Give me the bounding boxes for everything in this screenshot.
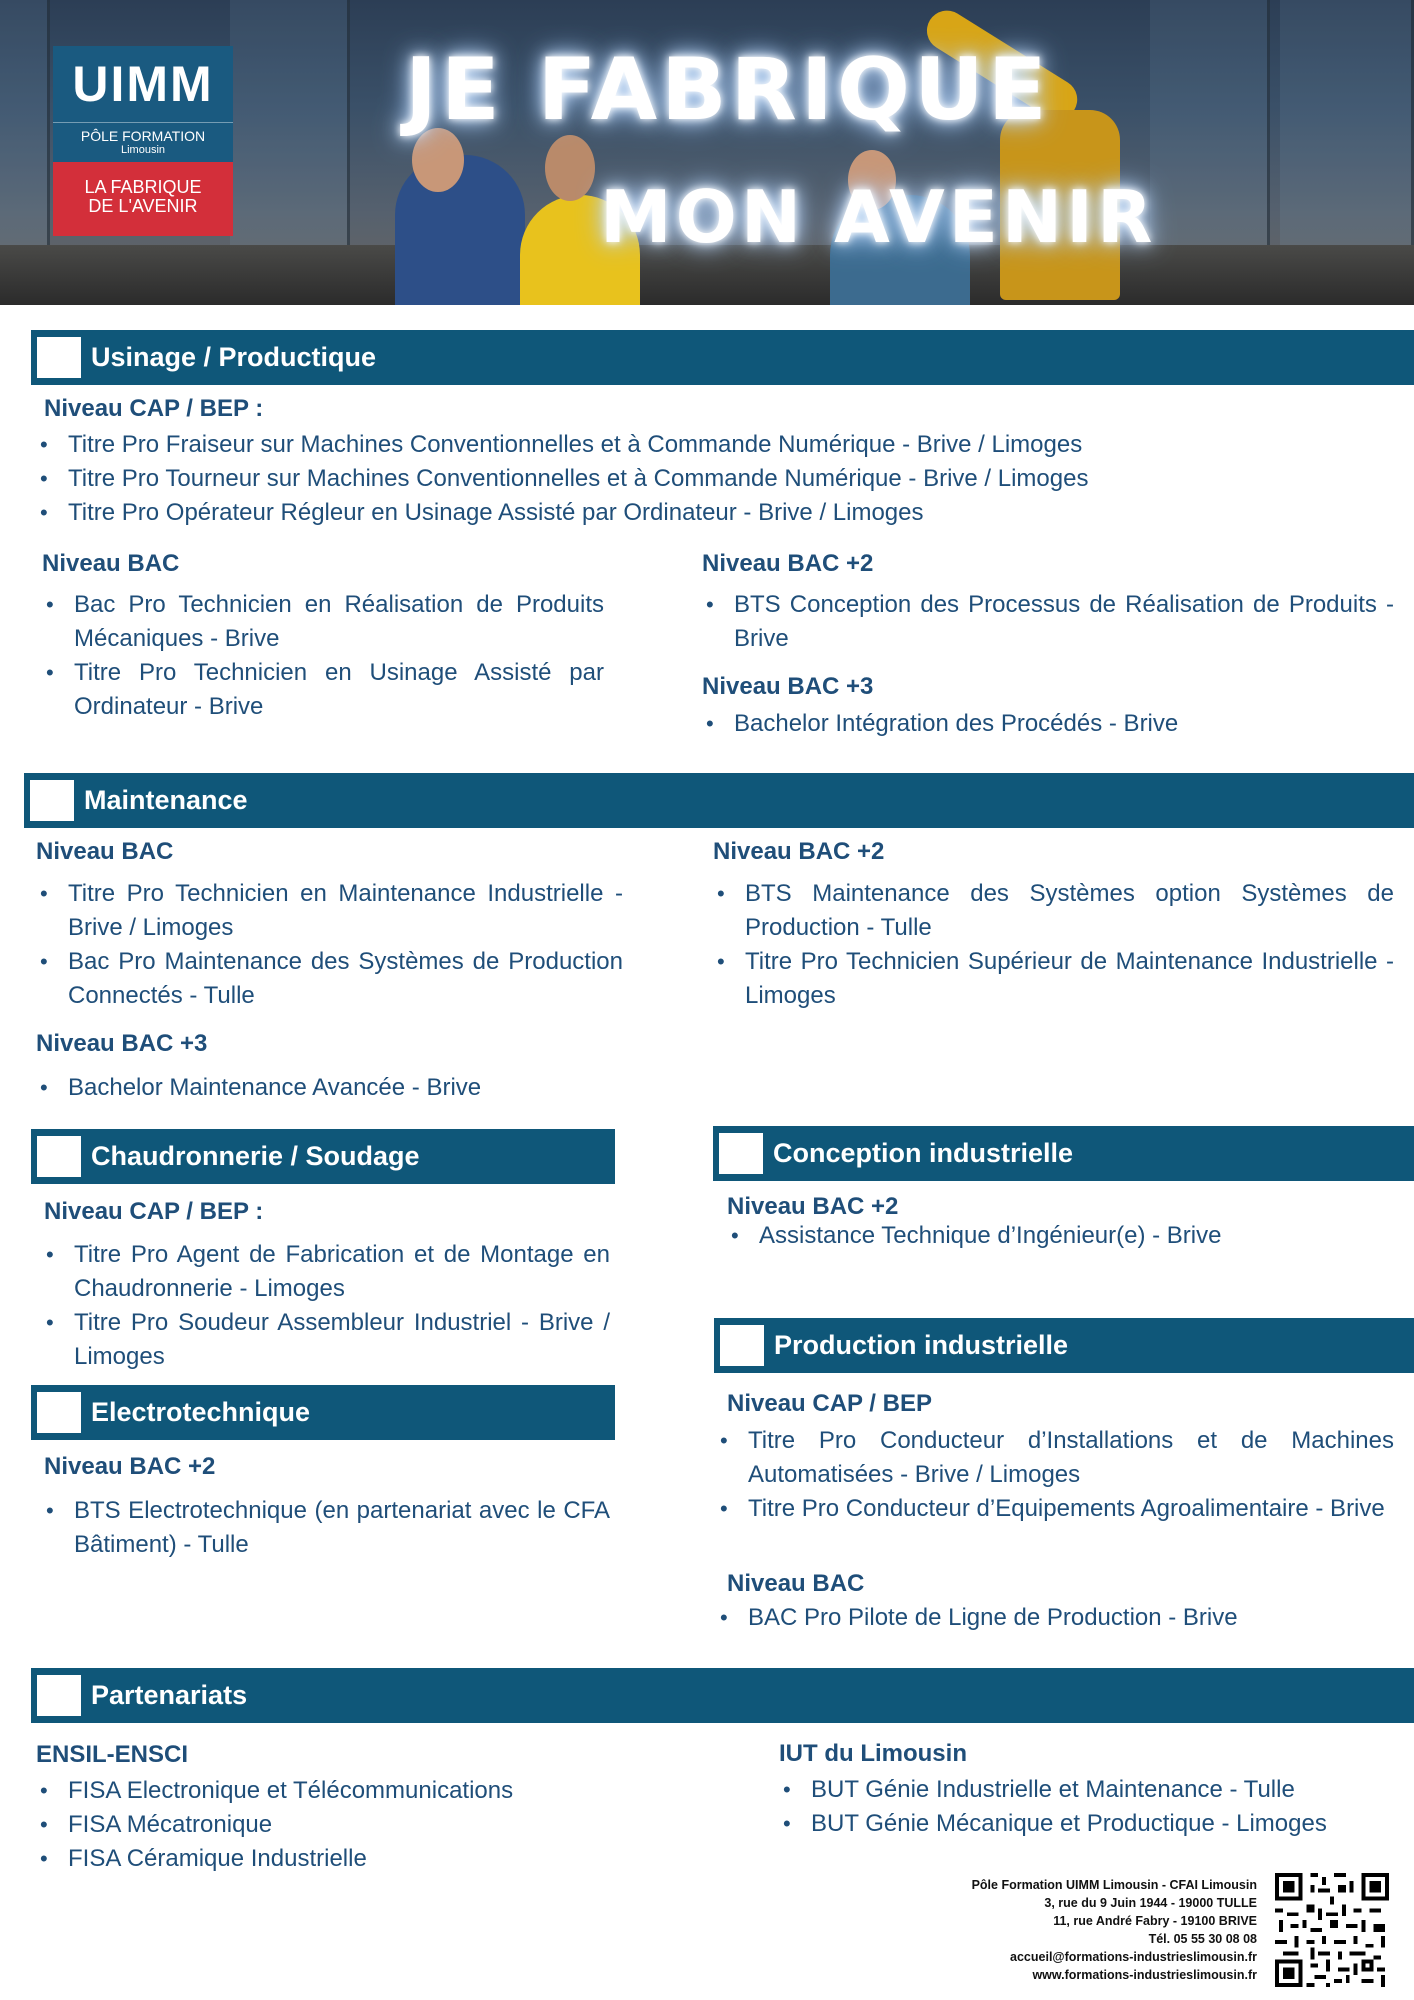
checkbox-square bbox=[720, 1325, 764, 1366]
footer-website[interactable]: www.formations-industrieslimousin.fr bbox=[1032, 1968, 1257, 1982]
person-center-head bbox=[545, 135, 595, 201]
level-label-bac2: Niveau BAC +2 bbox=[702, 550, 874, 577]
logo-tagline bbox=[53, 162, 233, 236]
level-label-bac3: Niveau BAC +3 bbox=[702, 673, 874, 700]
list-chaudronnerie-cap bbox=[42, 1238, 610, 1374]
section-bar-chaudronnerie bbox=[31, 1129, 615, 1184]
section-bar-electrotechnique bbox=[31, 1385, 615, 1440]
list-item: • Titre Pro Agent de Fabrication et de Montage en Chaudronnerie - Limoges bbox=[42, 1238, 610, 1306]
list-item: • FISA Electronique et Télécommunications bbox=[36, 1774, 736, 1808]
list-item: • Titre Pro Conducteur d’Installations et de Machines Automatisées - Brive / Limoges bbox=[716, 1424, 1394, 1492]
section-bar-conception bbox=[713, 1126, 1414, 1181]
list-item: • Bac Pro Maintenance des Systèmes de Production Connectés - Tulle bbox=[36, 945, 623, 1013]
section-bar-production bbox=[714, 1318, 1414, 1373]
footer-contact bbox=[972, 1876, 1257, 1984]
checkbox-square bbox=[719, 1133, 763, 1174]
list-item: • Titre Pro Technicien Supérieur de Maintenance Industrielle - Limoges bbox=[713, 945, 1394, 1013]
list-item: • FISA Céramique Industrielle bbox=[36, 1842, 736, 1876]
checkbox-square bbox=[37, 1392, 81, 1433]
checkbox-square bbox=[37, 337, 81, 378]
list-item: • Titre Pro Opérateur Régleur en Usinage Assisté par Ordinateur - Brive / Limoges bbox=[36, 496, 1396, 530]
list-usinage-bac bbox=[42, 588, 604, 724]
qr-code-icon[interactable] bbox=[1275, 1873, 1389, 1987]
section-title: Chaudronnerie / Soudage bbox=[91, 1141, 420, 1171]
list-item: • Bachelor Intégration des Procédés - Brive bbox=[702, 707, 1394, 741]
list-item: • Bachelor Maintenance Avancée - Brive bbox=[36, 1071, 636, 1105]
level-label-bac: Niveau BAC bbox=[42, 550, 180, 577]
footer-phone: Tél. 05 55 30 08 08 bbox=[1148, 1932, 1257, 1946]
section-bar-partenariats bbox=[31, 1668, 1414, 1723]
list-item: • Titre Pro Soudeur Assembleur Industriel - Brive / Limoges bbox=[42, 1306, 610, 1374]
list-production-bac bbox=[716, 1601, 1394, 1635]
logo-brand: UIMM bbox=[53, 46, 233, 122]
footer-address1: 3, rue du 9 Juin 1944 - 19000 TULLE bbox=[1044, 1896, 1257, 1910]
section-title: Production industrielle bbox=[774, 1330, 1069, 1360]
list-item: • BUT Génie Industrielle et Maintenance - Tulle bbox=[779, 1773, 1404, 1807]
level-label-iut: IUT du Limousin bbox=[779, 1740, 967, 1767]
list-maintenance-bac2 bbox=[713, 877, 1394, 1013]
uimm-logo bbox=[53, 46, 233, 236]
level-label-bac2: Niveau BAC +2 bbox=[727, 1193, 899, 1220]
list-maintenance-bac3 bbox=[36, 1071, 636, 1105]
section-bar-maintenance bbox=[24, 773, 1414, 828]
section-title: Conception industrielle bbox=[773, 1138, 1074, 1168]
footer-address2: 11, rue André Fabry - 19100 BRIVE bbox=[1053, 1914, 1257, 1928]
list-usinage-bac2 bbox=[702, 588, 1394, 656]
level-label-bac: Niveau BAC bbox=[36, 838, 174, 865]
list-production-cap bbox=[716, 1424, 1394, 1526]
logo-line2: Limousin bbox=[120, 144, 166, 156]
footer-org: Pôle Formation UIMM Limousin - CFAI Limousin bbox=[971, 1878, 1257, 1892]
header-banner bbox=[0, 0, 1414, 305]
logo-subtitle bbox=[53, 122, 233, 162]
footer-email[interactable]: accueil@formations-industrieslimousin.fr bbox=[1010, 1950, 1257, 1964]
level-label-cap: Niveau CAP / BEP : bbox=[44, 395, 264, 422]
list-maintenance-bac bbox=[36, 877, 623, 1013]
level-label-bac2: Niveau BAC +2 bbox=[713, 838, 885, 865]
list-item: • Assistance Technique d’Ingénieur(e) - Brive bbox=[727, 1219, 1394, 1253]
list-item: • Titre Pro Technicien en Usinage Assisté par Ordinateur - Brive bbox=[42, 656, 604, 724]
level-label-cap: Niveau CAP / BEP : bbox=[44, 1198, 264, 1225]
list-item: • Titre Pro Fraiseur sur Machines Conventionnelles et à Commande Numérique - Brive / Limoges bbox=[36, 428, 1396, 462]
headline-line1: JE FABRIQUE bbox=[405, 40, 1051, 140]
level-label-cap: Niveau CAP / BEP bbox=[727, 1390, 932, 1417]
list-item: • BTS Electrotechnique (en partenariat avec le CFA Bâtiment) - Tulle bbox=[42, 1494, 610, 1562]
section-title: Maintenance bbox=[84, 785, 248, 815]
checkbox-square bbox=[30, 780, 74, 821]
logo-tagline-line2: DE L'AVENIR bbox=[88, 196, 198, 216]
logo-line1: PÔLE FORMATION bbox=[80, 128, 206, 144]
list-item: • Titre Pro Technicien en Maintenance Industrielle - Brive / Limoges bbox=[36, 877, 623, 945]
checkbox-square bbox=[37, 1675, 81, 1716]
logo-tagline-line1: LA FABRIQUE bbox=[84, 177, 202, 197]
list-item: • BTS Maintenance des Systèmes option Systèmes de Production - Tulle bbox=[713, 877, 1394, 945]
level-label-bac2: Niveau BAC +2 bbox=[44, 1453, 216, 1480]
list-iut bbox=[779, 1773, 1404, 1841]
list-item: • BAC Pro Pilote de Ligne de Production - Brive bbox=[716, 1601, 1394, 1635]
list-electrotechnique-bac2 bbox=[42, 1494, 610, 1562]
list-item: • Bac Pro Technicien en Réalisation de Produits Mécaniques - Brive bbox=[42, 588, 604, 656]
section-title: Usinage / Productique bbox=[91, 342, 377, 372]
list-conception-bac2 bbox=[727, 1219, 1394, 1253]
person-left bbox=[395, 155, 525, 305]
section-title: Electrotechnique bbox=[91, 1397, 311, 1427]
list-item: • BUT Génie Mécanique et Productique - Limoges bbox=[779, 1807, 1404, 1841]
list-item: • Titre Pro Conducteur d’Equipements Agroalimentaire - Brive bbox=[716, 1492, 1394, 1526]
list-usinage-cap bbox=[36, 428, 1396, 530]
level-label-bac: Niveau BAC bbox=[727, 1570, 865, 1597]
list-usinage-bac3 bbox=[702, 707, 1394, 741]
section-title: Partenariats bbox=[91, 1680, 248, 1710]
list-item: • BTS Conception des Processus de Réalisation de Produits - Brive bbox=[702, 588, 1394, 656]
checkbox-square bbox=[37, 1136, 81, 1177]
headline-line2: MON AVENIR bbox=[600, 175, 1157, 259]
list-ensil bbox=[36, 1774, 736, 1876]
section-bar-usinage bbox=[31, 330, 1414, 385]
list-item: • Titre Pro Tourneur sur Machines Conventionnelles et à Commande Numérique - Brive / Limoges bbox=[36, 462, 1396, 496]
level-label-ensil: ENSIL-ENSCI bbox=[36, 1741, 189, 1768]
list-item: • FISA Mécatronique bbox=[36, 1808, 736, 1842]
level-label-bac3: Niveau BAC +3 bbox=[36, 1030, 208, 1057]
